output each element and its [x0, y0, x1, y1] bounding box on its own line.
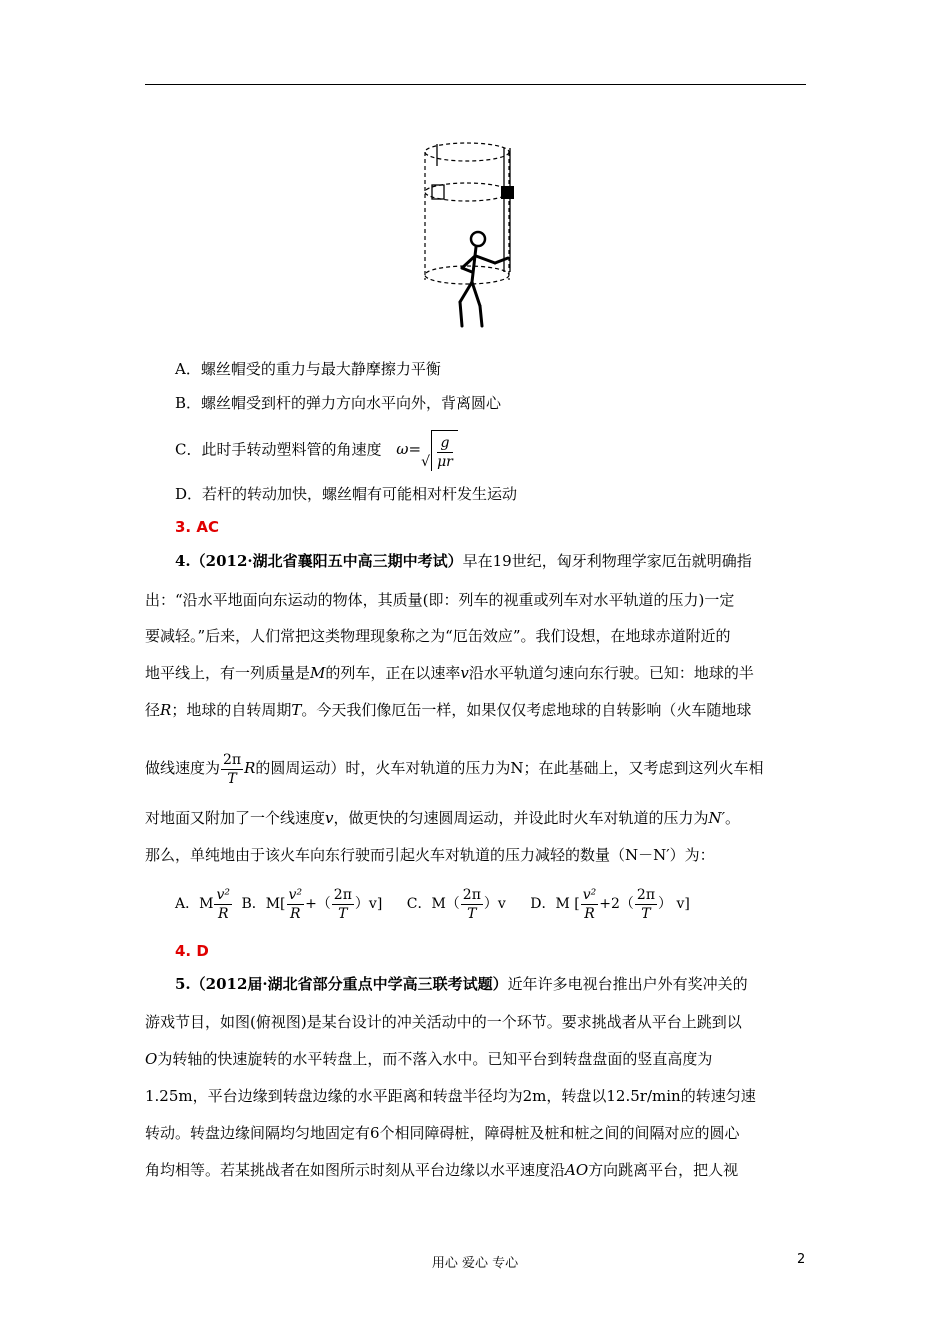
sqrt-numerator: g [437, 434, 453, 453]
v2-over-r [581, 886, 599, 923]
var-R: R [244, 759, 256, 777]
sqrt-denominator: μr [437, 453, 453, 470]
frac-num: 2π [636, 886, 656, 903]
q4-heading: 4.（2012·湖北省襄阳五中高三期中考试） [175, 552, 463, 570]
v2-over-r [287, 886, 305, 923]
q4-line6 [145, 748, 807, 788]
q4-line5-c: 。今天我们像厄缶一样，如果仅仅考虑地球的自转影响（火车随地球 [301, 701, 752, 719]
q4-line1-text: 早在19世纪，匈牙利物理学家厄缶就明确指 [462, 552, 752, 570]
q3-option-c [175, 430, 458, 471]
var-v: v [460, 664, 469, 682]
q4-line4-c: 沿水平轨道匀速向东行驶。已知：地球的半 [468, 664, 754, 682]
q4-line4-b: 的列车，正在以速率 [325, 664, 461, 682]
q4-line4 [145, 663, 807, 683]
q4-line6-b: 的圆周运动）时，火车对轨道的压力为N；在此基础上，又考虑到这列火车相 [255, 759, 764, 777]
close-v: ） v] [658, 896, 690, 912]
plus-paren: +（ [305, 896, 331, 912]
q4-answer: 4. D [175, 942, 209, 960]
sqrt-expression: √ $\frac{g}{\mu r}$ [421, 430, 458, 471]
frac-den: T [338, 905, 348, 922]
q4-option-d: D．M [ [530, 896, 580, 912]
page-number: 2 [797, 1252, 806, 1267]
q4-line1 [175, 551, 752, 571]
var-n-prime: N′ [708, 809, 726, 827]
q5-line6 [145, 1160, 807, 1180]
q4-option-b: B．M[ [241, 896, 286, 912]
two-pi-over-t [221, 751, 243, 788]
q4-line8: 那么，单纯地由于该火车向东行驶而引起火车对轨道的压力减轻的数量（N－N′）为： [145, 846, 715, 864]
q4-option-a: A．M [175, 896, 214, 912]
q4-line6-a: 做线速度为 [145, 759, 221, 777]
var-AO: AO [565, 1161, 589, 1179]
q4-line2: 出：“沿水平地面向东运动的物体，其质量(即：列车的视重或列车对水平轨道的压力)一定 [145, 591, 735, 609]
plus2-paren: +2（ [599, 896, 634, 912]
q3-option-a: A．螺丝帽受的重力与最大静摩擦力平衡 [175, 360, 441, 378]
var-O: O [145, 1050, 158, 1068]
q5-line3-text: 为转轴的快速旋转的水平转盘上，而不落入水中。已知平台到转盘盘面的竖直高度为 [157, 1050, 713, 1068]
var-M: M [310, 664, 326, 682]
frac-den: R [584, 905, 595, 922]
frac-num: v² [582, 886, 597, 903]
header-rule [145, 84, 806, 85]
q5-line4: 1.25m，平台边缘到转盘边缘的水平距离和转盘半径均为2m，转盘以12.5r/min的转速匀速 [145, 1087, 756, 1105]
close-v: ）v] [354, 896, 383, 912]
q5-line1-text: 近年许多电视台推出户外有奖冲关的 [507, 975, 748, 993]
omega-symbol: ω= [396, 440, 422, 459]
frac-den: T [227, 770, 237, 787]
q5-line6-b: 方向跳离平台，把人视 [588, 1161, 739, 1179]
q4-line7-b: ，做更快的匀速圆周运动，并设此时火车对轨道的压力为 [333, 809, 709, 827]
q4-line7 [145, 808, 807, 828]
frac-den: R [217, 905, 229, 922]
v2-over-r [214, 886, 232, 923]
frac-den: T [641, 905, 651, 922]
q5-heading: 5.（2012届·湖北省部分重点中学高三联考试题） [175, 975, 508, 993]
frac-num: v² [288, 886, 303, 903]
q5-line5: 转动。转盘边缘间隔均匀地固定有6个相同障碍桩，障碍桩及桩和桩之间的间隔对应的圆心 [145, 1124, 740, 1142]
two-pi-over-t [332, 886, 354, 923]
q4-line3: 要减轻。”后来，人们常把这类物理现象称之为“厄缶效应”。我们设想，在地球赤道附近的 [145, 627, 731, 645]
var-T: T [291, 701, 302, 719]
q4-line4-a: 地平线上，有一列质量是 [145, 664, 311, 682]
close-v: ）v [483, 896, 506, 912]
cylinder-figure [420, 130, 530, 335]
q5-line2: 游戏节目，如图(俯视图)是某台设计的冲关活动中的一个环节。要求挑战者从平台上跳到以 [145, 1013, 742, 1031]
q3-option-d: D．若杆的转动加快，螺丝帽有可能相对杆发生运动 [175, 485, 518, 503]
frac-num: 2π [223, 751, 242, 768]
frac-num: 2π [462, 886, 481, 903]
frac-den: R [290, 905, 301, 922]
q4-option-c: C．M（ [406, 896, 460, 912]
two-pi-over-t [635, 886, 657, 923]
var-R: R [160, 701, 172, 719]
q5-line6-a: 角均相等。若某挑战者在如图所示时刻从平台边缘以水平速度沿 [145, 1161, 566, 1179]
frac-den: T [467, 905, 477, 922]
q4-line7-a: 对地面又附加了一个线速度 [145, 809, 326, 827]
q3-option-b: B．螺丝帽受到杆的弹力方向水平向外，背离圆心 [175, 394, 502, 412]
two-pi-over-t [461, 886, 483, 923]
q4-line5 [145, 700, 807, 720]
q4-line5-a: 径 [145, 701, 161, 719]
q3-answer: 3. AC [175, 518, 219, 536]
footer-text: 用心 爱心 专心 [431, 1256, 519, 1271]
q4-options [175, 884, 690, 924]
q3-option-c-text: C．此时手转动塑料管的角速度 [175, 440, 382, 459]
q5-line1 [175, 974, 748, 994]
q4-line5-b: ；地球的自转周期 [171, 701, 292, 719]
frac-num: v² [216, 886, 230, 903]
frac-num: 2π [333, 886, 352, 903]
var-v: v [325, 809, 334, 827]
q5-line3 [145, 1049, 807, 1069]
q4-line7-c: 。 [725, 809, 741, 827]
